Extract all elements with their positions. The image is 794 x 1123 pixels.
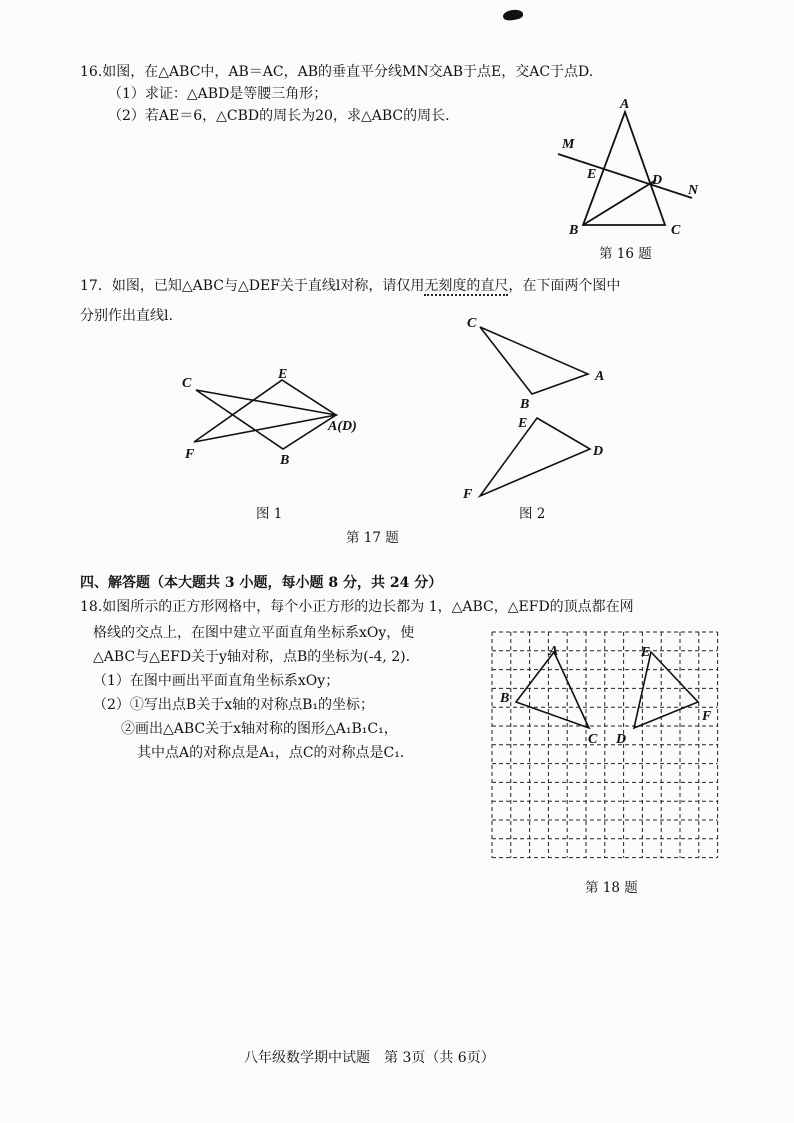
q18-stem: 18.如图所示的正方形网格中，每个小正方形的边长都为 1，△ABC，△EFD的顶点都在网	[80, 599, 634, 615]
q17-caption: 第 17 题	[346, 530, 399, 546]
q18-label-e: E	[641, 645, 651, 660]
q17-fig2-label-d: D	[593, 444, 604, 459]
page-footer: 八年级数学期中试题 第 3页（共 6页）	[244, 1050, 495, 1066]
q17-fig2-label-e: E	[518, 416, 528, 431]
q17-fig1-caption: 图 1	[256, 506, 283, 522]
q18-label-f: F	[702, 709, 712, 724]
q17-fig1-label-c: C	[182, 376, 192, 391]
q18-label-c: C	[588, 732, 598, 747]
q17-fig2-label-c: C	[467, 316, 477, 331]
q17-fig1-label-f: F	[185, 447, 195, 462]
q17-emphasis: 无刻度的直尺	[424, 278, 509, 294]
q18-stem-line2: 格线的交点上，在图中建立平面直角坐标系xOy，使	[93, 625, 415, 641]
q18-stem-line3: △ABC与△EFD关于y轴对称，点B的坐标为(-4, 2).	[93, 649, 411, 665]
q17-fig1-label-e: E	[278, 367, 288, 382]
q16-label-a: A	[620, 97, 630, 112]
q16-caption: 第 16 题	[599, 246, 652, 262]
q16-label-m: M	[562, 137, 575, 152]
ink-smudge	[502, 9, 523, 22]
q16-label-c: C	[671, 223, 681, 238]
q16-label-b: B	[569, 223, 579, 238]
q17-figure-2	[460, 312, 620, 502]
q18-grid	[492, 632, 718, 858]
q17-fig2-label-a: A	[595, 369, 605, 384]
q17-fig2-caption: 图 2	[519, 506, 546, 522]
q18-part2b: ②画出△ABC关于x轴对称的图形△A₁B₁C₁，	[121, 721, 398, 737]
q18-caption: 第 18 题	[585, 880, 638, 896]
q18-label-a: A	[549, 644, 559, 659]
section-4-heading: 四、解答题（本大题共 3 小题，每小题 8 分，共 24 分）	[80, 575, 443, 591]
q18-part2a: （2）①写出点B关于x轴的对称点B₁的坐标；	[93, 697, 374, 713]
q16-label-n: N	[688, 183, 699, 198]
q16-part2: （2）若AE＝6，△CBD的周长为20，求△ABC的周长.	[108, 108, 450, 124]
q17-fig2-label-b: B	[520, 397, 530, 412]
q18-grid-figure	[488, 628, 733, 873]
q18-label-b: B	[500, 691, 510, 706]
q16-stem: 16.如图，在△ABC中，AB＝AC，AB的垂直平分线MN交AB于点E，交AC于点D.	[80, 64, 594, 80]
q17-stem: 17．如图，已知△ABC与△DEF关于直线l对称，请仅用无刻度的直尺，在下面两个图中	[80, 278, 621, 294]
q17-fig1-label-b: B	[280, 453, 290, 468]
q17-figure-1	[180, 362, 380, 472]
q16-label-d: D	[652, 173, 663, 188]
q18-part2c: 其中点A的对称点是A₁，点C的对称点是C₁.	[137, 745, 405, 761]
q17-fig1-label-ad: A(D)	[328, 419, 357, 434]
q18-label-d: D	[616, 732, 627, 747]
q17-stem-line2: 分别作出直线l.	[80, 308, 173, 324]
q16-figure	[550, 90, 720, 240]
q17-fig2-label-f: F	[463, 487, 473, 502]
q16-label-e: E	[587, 167, 597, 182]
q16-part1: （1）求证：△ABD是等腰三角形；	[108, 86, 328, 102]
q18-part1: （1）在图中画出平面直角坐标系xOy；	[93, 673, 340, 689]
